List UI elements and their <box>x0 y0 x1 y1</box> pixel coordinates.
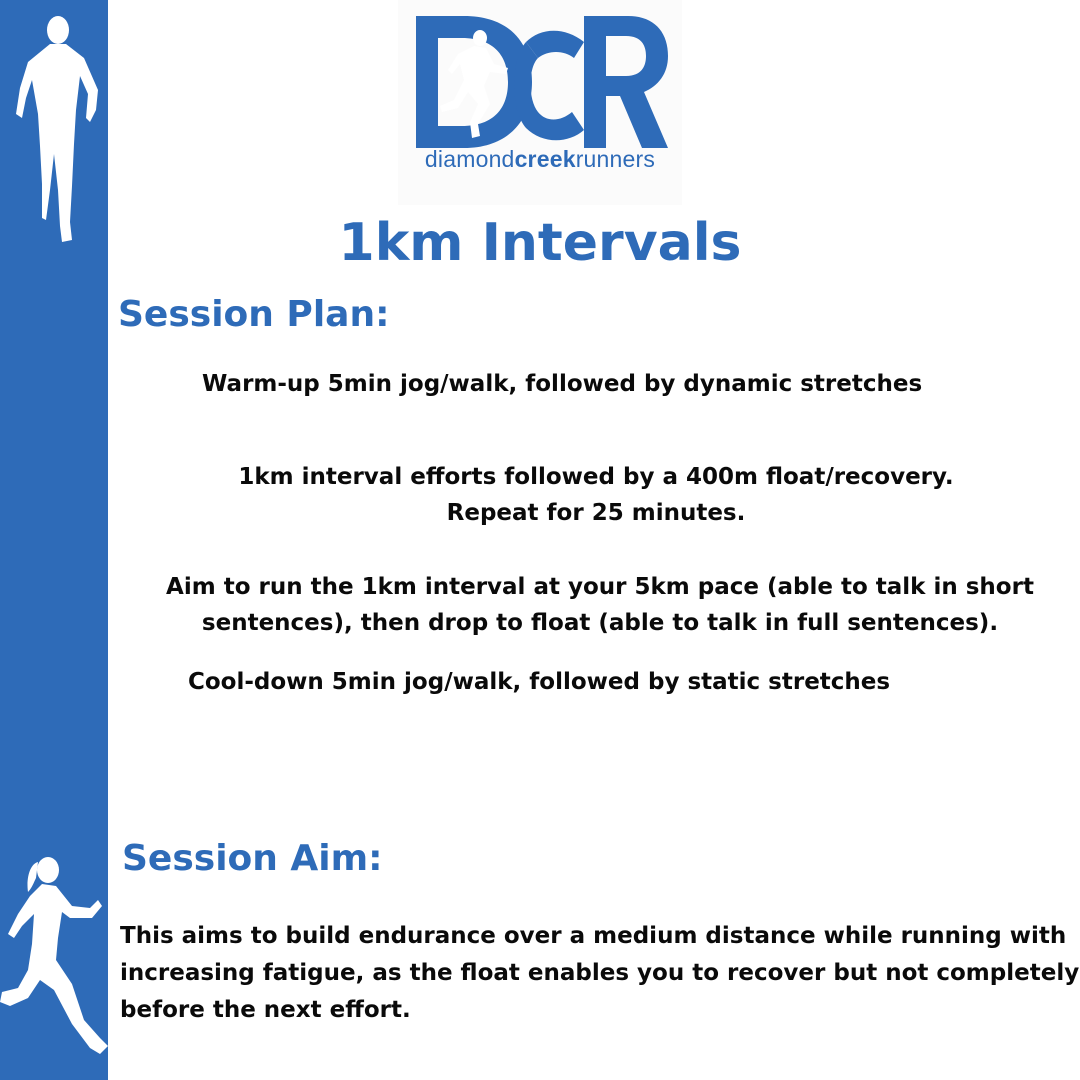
aim-line-2: increasing fatigue, as the float enables you to recover but not completely <box>120 960 1080 986</box>
pace-text <box>160 569 1040 641</box>
interval-line-1: 1km interval efforts followed by a 400m float/recovery. <box>238 464 954 490</box>
logo-word-runners: runners <box>575 146 656 172</box>
pace-line-2: sentences), then drop to float (able to talk in full sentences). <box>201 610 999 636</box>
session-aim-heading: Session Aim: <box>122 838 383 879</box>
warmup-text: Warm-up 5min jog/walk, followed by dynamic stretches <box>202 371 923 397</box>
pace-line-1: Aim to run the 1km interval at your 5km pace (able to talk in short <box>166 574 1034 600</box>
aim-line-3: before the next effort. <box>120 997 411 1023</box>
interval-text <box>196 459 996 531</box>
female-runner-silhouette-icon <box>0 852 112 1062</box>
logo-word-diamond: diamond <box>424 146 515 172</box>
dcr-logo <box>398 0 682 205</box>
logo-wordmark <box>398 146 682 173</box>
cooldown-text: Cool-down 5min jog/walk, followed by static stretches <box>188 669 891 695</box>
left-sidebar-band <box>0 0 108 1080</box>
aim-line-1: This aims to build endurance over a medium distance while running with <box>120 923 1067 949</box>
interval-line-2: Repeat for 25 minutes. <box>446 500 746 526</box>
logo-word-creek: creek <box>514 146 576 172</box>
dcr-logo-letters <box>414 12 670 150</box>
session-plan-heading: Session Plan: <box>118 294 390 335</box>
session-aim-text <box>120 918 1079 1029</box>
page-title: 1km Intervals <box>338 213 742 273</box>
